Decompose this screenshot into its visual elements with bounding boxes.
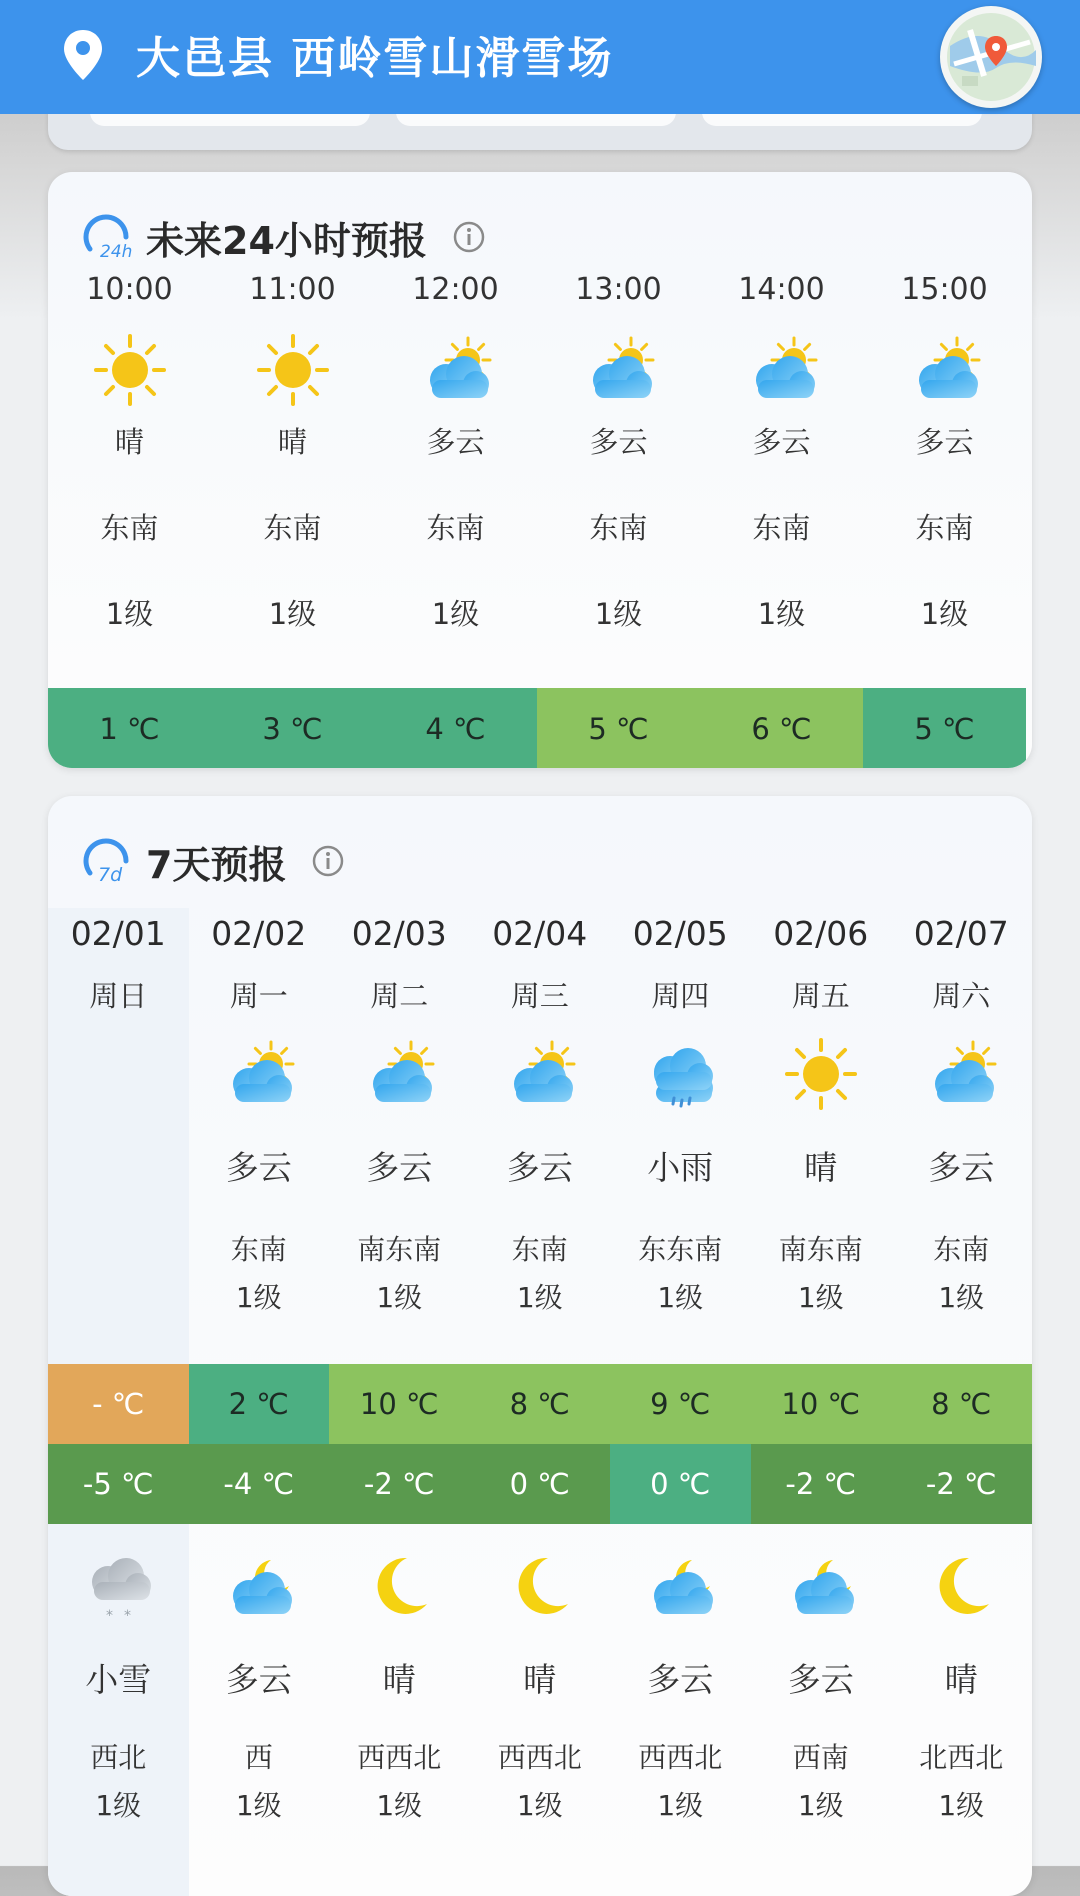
hour-weather: 多云 bbox=[915, 425, 974, 459]
day-date: 02/01 bbox=[70, 914, 166, 953]
cloudy-night-icon bbox=[781, 1546, 861, 1626]
hour-weather: 多云 bbox=[426, 425, 485, 459]
night-wind-direction: 西西北 bbox=[357, 1741, 442, 1774]
moon-icon bbox=[500, 1546, 580, 1626]
day-weekday: 周四 bbox=[651, 979, 710, 1013]
day-high-temperature: 2 ℃ bbox=[189, 1364, 330, 1444]
day-wind-direction: 东南 bbox=[511, 1233, 568, 1266]
night-weather: 晴 bbox=[523, 1660, 557, 1699]
svg-text:*: * bbox=[124, 1608, 131, 1624]
night-wind-level: 1级 bbox=[797, 1789, 844, 1822]
night-wind-direction: 西北 bbox=[90, 1741, 147, 1774]
forecast-7d-card bbox=[48, 796, 1032, 1896]
hour-wind-level: 1级 bbox=[431, 597, 480, 631]
daily-forecast-list bbox=[48, 908, 1032, 1896]
location-title[interactable]: 大邑县 西岭雪山滑雪场 bbox=[136, 33, 614, 84]
day-wind-direction: 东南 bbox=[933, 1233, 990, 1266]
map-button[interactable] bbox=[940, 6, 1042, 108]
day-column bbox=[329, 908, 470, 1896]
day-wind-direction: 东南 bbox=[230, 1233, 287, 1266]
sun-icon bbox=[253, 330, 333, 410]
night-wind-direction: 西南 bbox=[792, 1741, 849, 1774]
day-low-temperature: -4 ℃ bbox=[189, 1444, 330, 1524]
hour-wind-direction: 东南 bbox=[589, 511, 648, 545]
day-wind-level: 1级 bbox=[657, 1281, 704, 1314]
day-weekday: 周三 bbox=[510, 979, 569, 1013]
day-low-temperature: -5 ℃ bbox=[48, 1444, 189, 1524]
day-high-temperature: 8 ℃ bbox=[891, 1364, 1032, 1444]
day-weather: 多云 bbox=[506, 1148, 573, 1187]
day-wind-level: 1级 bbox=[938, 1281, 985, 1314]
day-high-temperature: - ℃ bbox=[48, 1364, 189, 1444]
location-pin-icon[interactable] bbox=[62, 28, 104, 82]
hour-wind-direction: 东南 bbox=[752, 511, 811, 545]
hour-wind-direction: 东南 bbox=[426, 511, 485, 545]
night-wind-level: 1级 bbox=[235, 1789, 282, 1822]
night-wind-level: 1级 bbox=[376, 1789, 423, 1822]
partly-cloudy-icon bbox=[219, 1034, 299, 1114]
day-column bbox=[470, 908, 611, 1896]
forecast-24h-title: 未来24小时预报 bbox=[146, 218, 427, 263]
day-high-temperature: 10 ℃ bbox=[751, 1364, 892, 1444]
light-snow-icon bbox=[78, 1546, 158, 1626]
day-weather: 多云 bbox=[225, 1148, 292, 1187]
forecast-24h-header bbox=[82, 202, 485, 272]
partly-cloudy-icon bbox=[359, 1034, 439, 1114]
hour-wind-level: 1级 bbox=[105, 597, 154, 631]
hour-wind-level: 1级 bbox=[268, 597, 317, 631]
hour-wind-level: 1级 bbox=[920, 597, 969, 631]
day-weekday: 周二 bbox=[370, 979, 429, 1013]
hour-wind-level: 1级 bbox=[594, 597, 643, 631]
sun-icon bbox=[781, 1034, 861, 1114]
day-weekday: 周一 bbox=[229, 979, 288, 1013]
day-wind-level: 1级 bbox=[516, 1281, 563, 1314]
cloudy-night-icon bbox=[640, 1546, 720, 1626]
night-wind-level: 1级 bbox=[516, 1789, 563, 1822]
day-date: 02/05 bbox=[632, 914, 728, 953]
hour-time: 15:00 bbox=[901, 272, 988, 307]
night-weather: 晴 bbox=[944, 1660, 978, 1699]
day-date: 02/07 bbox=[913, 914, 1009, 953]
day-column bbox=[189, 908, 330, 1896]
day-column bbox=[610, 908, 751, 1896]
hour-wind-level: 1级 bbox=[757, 597, 806, 631]
day-high-temperature: 10 ℃ bbox=[329, 1364, 470, 1444]
moon-icon bbox=[359, 1546, 439, 1626]
day-low-temperature: 0 ℃ bbox=[610, 1444, 751, 1524]
day-wind-direction: 南东南 bbox=[778, 1233, 863, 1266]
svg-text:7d: 7d bbox=[98, 864, 123, 886]
day-low-temperature: 0 ℃ bbox=[470, 1444, 611, 1524]
night-wind-direction: 西西北 bbox=[638, 1741, 723, 1774]
day-weekday: 周六 bbox=[932, 979, 991, 1013]
cloudy-night-icon bbox=[219, 1546, 299, 1626]
day-date: 02/06 bbox=[773, 914, 869, 953]
day-weather: 晴 bbox=[804, 1148, 838, 1187]
day-low-temperature: -2 ℃ bbox=[329, 1444, 470, 1524]
night-weather: 多云 bbox=[647, 1660, 714, 1699]
partly-cloudy-icon bbox=[742, 330, 822, 410]
forecast-24h-card bbox=[48, 172, 1032, 768]
hour-temperature: 4 ℃ bbox=[374, 688, 537, 768]
partly-cloudy-icon bbox=[500, 1034, 580, 1114]
forecast-7d-title: 7天预报 bbox=[146, 842, 287, 887]
sun-icon bbox=[90, 330, 170, 410]
hour-temperature: 6 ℃ bbox=[700, 688, 863, 768]
hour-wind-direction: 东南 bbox=[915, 511, 974, 545]
day-weekday: 周五 bbox=[791, 979, 850, 1013]
day-wind-level: 1级 bbox=[235, 1281, 282, 1314]
hour-time: 11:00 bbox=[249, 272, 336, 307]
partly-cloudy-icon bbox=[579, 330, 659, 410]
day-date: 02/03 bbox=[351, 914, 447, 953]
night-wind-direction: 北西北 bbox=[919, 1741, 1004, 1774]
day-high-temperature: 8 ℃ bbox=[470, 1364, 611, 1444]
hour-temperature: 1 ℃ bbox=[48, 688, 211, 768]
svg-text:*: * bbox=[106, 1608, 113, 1624]
hour-temperature: 5 ℃ bbox=[863, 688, 1026, 768]
hour-temperature: 3 ℃ bbox=[211, 688, 374, 768]
day-low-temperature: -2 ℃ bbox=[751, 1444, 892, 1524]
night-wind-direction: 西西北 bbox=[497, 1741, 582, 1774]
hour-time: 13:00 bbox=[575, 272, 662, 307]
forecast-7d-header bbox=[82, 826, 344, 896]
moon-icon bbox=[921, 1546, 1001, 1626]
hour-time: 14:00 bbox=[738, 272, 825, 307]
night-weather: 多云 bbox=[787, 1660, 854, 1699]
day-low-temperature: -2 ℃ bbox=[891, 1444, 1032, 1524]
info-icon[interactable] bbox=[453, 221, 485, 253]
map-icon bbox=[940, 6, 1042, 108]
hour-time: 12:00 bbox=[412, 272, 499, 307]
day-wind-level: 1级 bbox=[376, 1281, 423, 1314]
partly-cloudy-icon bbox=[921, 1034, 1001, 1114]
day-column bbox=[891, 908, 1032, 1896]
day-high-temperature: 9 ℃ bbox=[610, 1364, 751, 1444]
night-wind-level: 1级 bbox=[95, 1789, 142, 1822]
day-wind-direction: 东东南 bbox=[638, 1233, 723, 1266]
day-weather: 多云 bbox=[928, 1148, 995, 1187]
hour-wind-direction: 东南 bbox=[263, 511, 322, 545]
night-wind-level: 1级 bbox=[657, 1789, 704, 1822]
day-column bbox=[48, 908, 189, 1896]
light-rain-icon bbox=[640, 1034, 720, 1114]
night-weather: 晴 bbox=[382, 1660, 416, 1699]
24h-icon bbox=[82, 211, 134, 263]
night-weather: 多云 bbox=[225, 1660, 292, 1699]
day-wind-level: 1级 bbox=[797, 1281, 844, 1314]
location-header bbox=[0, 0, 1080, 114]
day-column bbox=[751, 908, 892, 1896]
day-weekday: 周日 bbox=[89, 979, 148, 1013]
7d-icon bbox=[82, 835, 134, 887]
hour-weather: 晴 bbox=[114, 425, 144, 459]
day-weather: 小雨 bbox=[647, 1148, 714, 1187]
hour-weather: 晴 bbox=[277, 425, 307, 459]
hour-temperature: 5 ℃ bbox=[537, 688, 700, 768]
night-wind-direction: 西 bbox=[244, 1741, 273, 1774]
day-date: 02/02 bbox=[211, 914, 307, 953]
day-weather: 多云 bbox=[366, 1148, 433, 1187]
hour-weather: 多云 bbox=[752, 425, 811, 459]
info-icon[interactable] bbox=[312, 845, 344, 877]
night-wind-level: 1级 bbox=[938, 1789, 985, 1822]
hour-weather: 多云 bbox=[589, 425, 648, 459]
svg-text:24h: 24h bbox=[100, 242, 133, 262]
day-date: 02/04 bbox=[492, 914, 588, 953]
day-wind-direction: 南东南 bbox=[357, 1233, 442, 1266]
hour-time: 10:00 bbox=[86, 272, 173, 307]
hour-wind-direction: 东南 bbox=[100, 511, 159, 545]
partly-cloudy-icon bbox=[905, 330, 985, 410]
night-weather: 小雪 bbox=[85, 1660, 152, 1699]
partly-cloudy-icon bbox=[416, 330, 496, 410]
